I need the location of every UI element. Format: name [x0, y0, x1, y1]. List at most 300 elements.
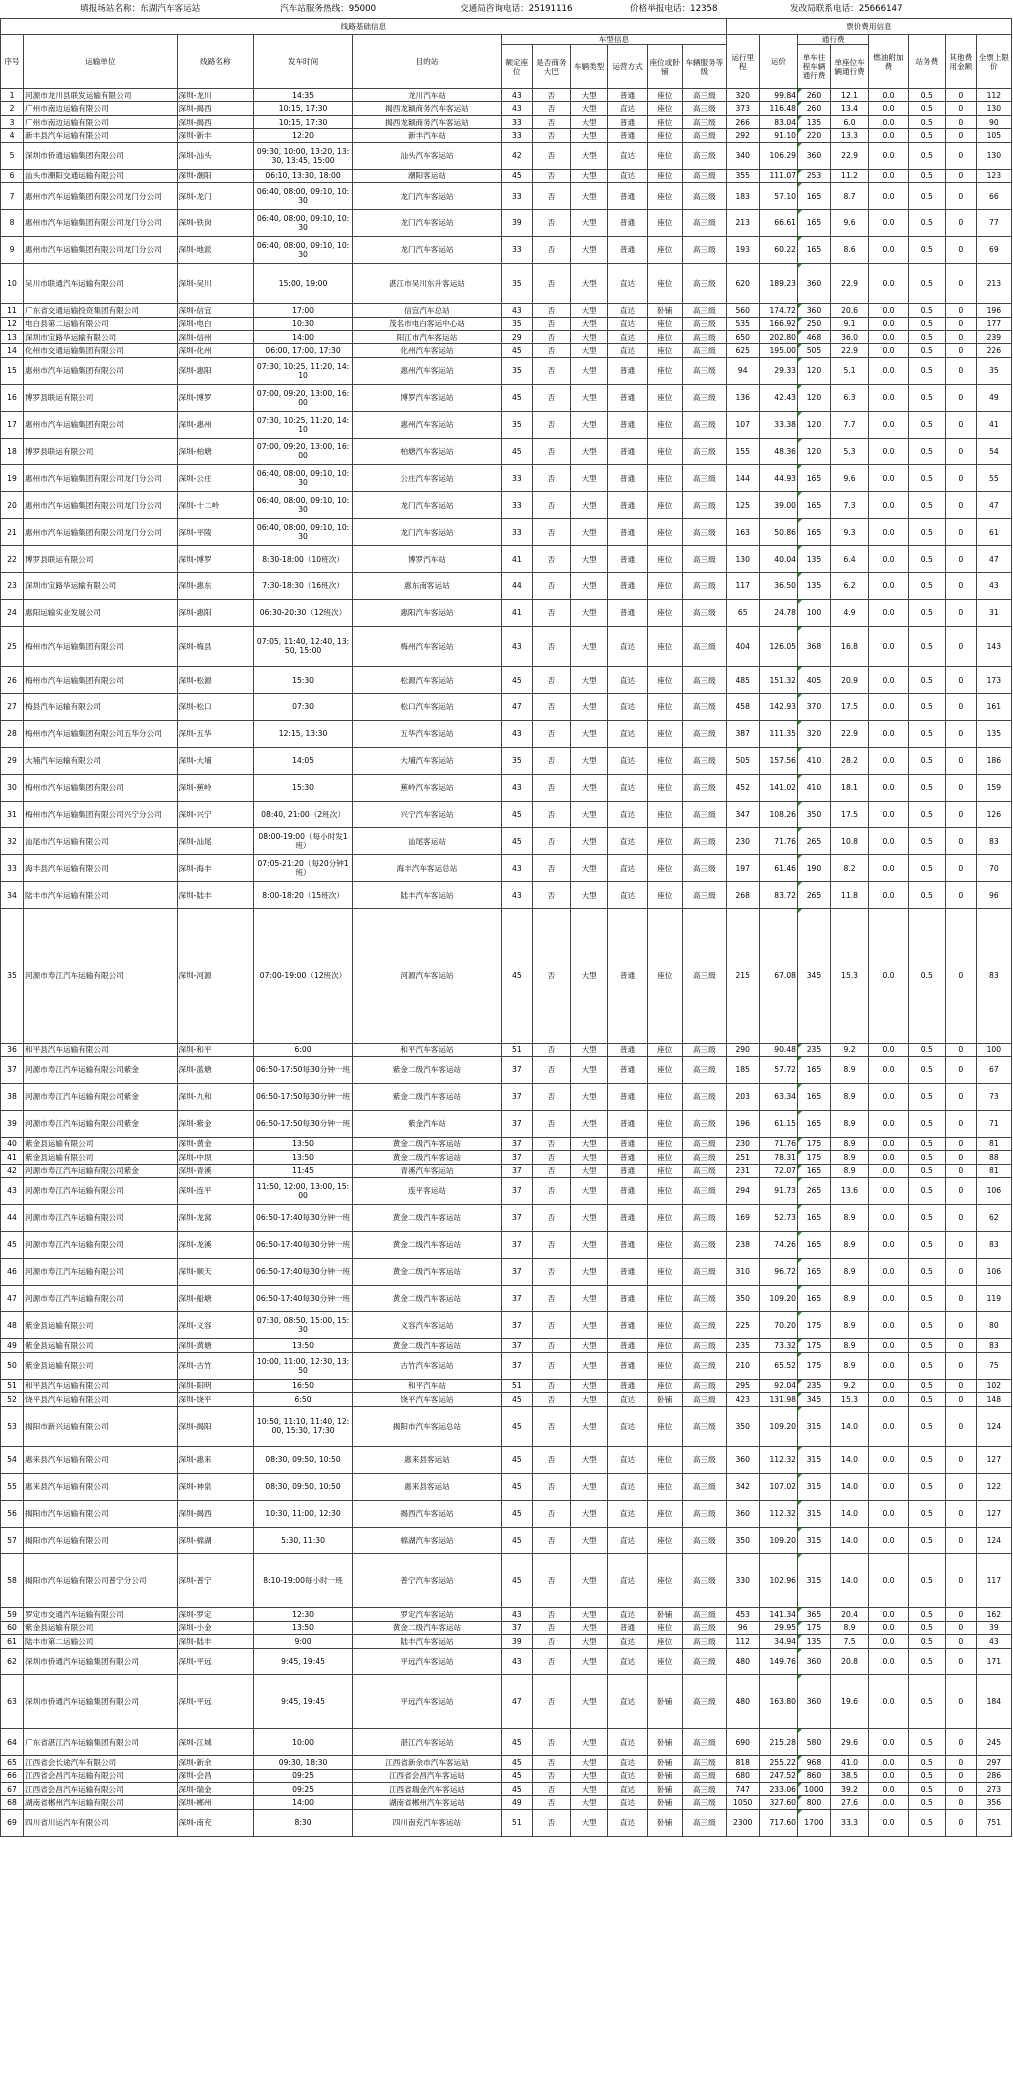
grade-cell: 高三级 [682, 1151, 726, 1164]
station-fee-cell: 0.5 [908, 1083, 945, 1110]
mileage-cell: 169 [726, 1204, 759, 1231]
biz-bus-cell: 否 [532, 882, 570, 909]
total-cell: 83 [976, 1231, 1011, 1258]
total-cell: 75 [976, 1352, 1011, 1379]
biz-bus-cell: 否 [532, 1204, 570, 1231]
seats-cell: 33 [501, 115, 532, 128]
destination-cell: 柏塘汽车客运站 [352, 438, 501, 465]
route-cell: 深圳-龙川 [177, 89, 254, 102]
vehicle-type-cell: 大型 [571, 626, 608, 666]
mileage-cell: 235 [726, 1339, 759, 1352]
seq-cell: 15 [1, 357, 24, 384]
biz-bus-cell: 否 [532, 411, 570, 438]
route-cell: 深圳-十二岭 [177, 492, 254, 519]
fuel-cell: 0.0 [869, 1137, 908, 1150]
seats-cell: 33 [501, 129, 532, 142]
service-cell: 普通 [608, 492, 647, 519]
table-row [1, 1379, 1012, 1392]
grade-cell: 高三级 [682, 209, 726, 236]
table-row [1, 1554, 1012, 1608]
total-cell: 81 [976, 1164, 1011, 1177]
total-cell: 106 [976, 1178, 1011, 1205]
seq-cell: 8 [1, 209, 24, 236]
mileage-cell: 485 [726, 667, 759, 694]
total-cell: 162 [976, 1608, 1011, 1621]
other-fee-cell: 0 [945, 1635, 976, 1648]
service-cell: 普通 [608, 1285, 647, 1312]
service-cell: 普通 [608, 465, 647, 492]
service-cell: 直达 [608, 1527, 647, 1554]
station-fee-cell: 0.5 [908, 1675, 945, 1729]
depart-cell: 07:05-21:20（每20分钟1班） [254, 855, 353, 882]
destination-cell: 江西省新余市汽车客运站 [352, 1756, 501, 1769]
destination-cell: 紫金二级汽车客运站 [352, 1083, 501, 1110]
route-cell: 深圳-船塘 [177, 1285, 254, 1312]
fee-total-cell: 165 [798, 1057, 831, 1084]
seat-sleeper-cell: 座位 [647, 801, 682, 828]
service-cell: 普通 [608, 1352, 647, 1379]
total-cell: 130 [976, 102, 1011, 115]
fee-per-seat-cell: 9.3 [830, 519, 868, 546]
destination-cell: 黄金二级汽车客运站 [352, 1621, 501, 1634]
base-fare-cell: 24.78 [759, 599, 797, 626]
seats-cell: 45 [501, 384, 532, 411]
seats-cell: 51 [501, 1809, 532, 1836]
fee-per-seat-cell: 8.9 [830, 1339, 868, 1352]
vehicle-type-cell: 大型 [571, 909, 608, 1044]
fee-per-seat-cell: 8.9 [830, 1285, 868, 1312]
service-cell: 普通 [608, 129, 647, 142]
mileage-cell: 163 [726, 519, 759, 546]
service-cell: 普通 [608, 1621, 647, 1634]
grade-cell: 高三级 [682, 1393, 726, 1406]
seats-cell: 41 [501, 546, 532, 573]
operator-cell: 广州市南边运输有限公司 [24, 102, 177, 115]
total-cell: 117 [976, 1554, 1011, 1608]
biz-bus-cell: 否 [532, 1379, 570, 1392]
fee-total-cell: 135 [798, 546, 831, 573]
biz-bus-cell: 否 [532, 519, 570, 546]
depart-cell: 15:00, 19:00 [254, 263, 353, 303]
fee-total-cell: 265 [798, 882, 831, 909]
table-row [1, 909, 1012, 1044]
seat-sleeper-cell: 座位 [647, 344, 682, 357]
vehicle-type-cell: 大型 [571, 667, 608, 694]
other-fee-cell: 0 [945, 1285, 976, 1312]
fee-per-seat-cell: 5.1 [830, 357, 868, 384]
operator-cell: 深圳市侨通汽车运输集团有限公司 [24, 1675, 177, 1729]
table-row [1, 1285, 1012, 1312]
depart-cell: 16:50 [254, 1379, 353, 1392]
other-fee-cell: 0 [945, 909, 976, 1044]
grade-cell: 高三级 [682, 330, 726, 343]
other-fee-cell: 0 [945, 599, 976, 626]
destination-cell: 平远汽车客运站 [352, 1675, 501, 1729]
seats-cell: 43 [501, 882, 532, 909]
depart-cell: 06:50-17:50每30分钟一班 [254, 1083, 353, 1110]
destination-cell: 兴宁汽车客运站 [352, 801, 501, 828]
route-cell: 深圳-连平 [177, 1178, 254, 1205]
table-row [1, 411, 1012, 438]
mileage-cell: 342 [726, 1473, 759, 1500]
base-fare-cell: 106.29 [759, 142, 797, 169]
seats-cell: 39 [501, 209, 532, 236]
service-cell: 直达 [608, 747, 647, 774]
vehicle-type-cell: 大型 [571, 1110, 608, 1137]
destination-cell: 汕头汽车客运站 [352, 142, 501, 169]
station-fee-cell: 0.5 [908, 129, 945, 142]
route-cell: 深圳-惠东 [177, 572, 254, 599]
fee-total-cell: 175 [798, 1312, 831, 1339]
fuel-cell: 0.0 [869, 384, 908, 411]
service-cell: 直达 [608, 317, 647, 330]
other-fee-cell: 0 [945, 344, 976, 357]
table-row [1, 1635, 1012, 1648]
seats-cell: 37 [501, 1621, 532, 1634]
grade-cell: 高三级 [682, 263, 726, 303]
seats-cell: 35 [501, 263, 532, 303]
fee-total-cell: 250 [798, 317, 831, 330]
seq-cell: 46 [1, 1258, 24, 1285]
station-fee-cell: 0.5 [908, 1110, 945, 1137]
total-cell: 130 [976, 142, 1011, 169]
route-cell: 深圳-汕尾 [177, 828, 254, 855]
biz-bus-cell: 否 [532, 1446, 570, 1473]
seq-cell: 49 [1, 1339, 24, 1352]
service-cell: 普通 [608, 546, 647, 573]
seat-sleeper-header: 座位或卧铺 [647, 45, 682, 89]
table-row [1, 1729, 1012, 1756]
other-fee-cell: 0 [945, 1675, 976, 1729]
depart-cell: 14:35 [254, 89, 353, 102]
base-fare-cell: 39.00 [759, 492, 797, 519]
table-row [1, 115, 1012, 128]
fuel-cell: 0.0 [869, 330, 908, 343]
mileage-cell: 210 [726, 1352, 759, 1379]
vehicle-type-cell: 大型 [571, 330, 608, 343]
total-cell: 31 [976, 599, 1011, 626]
base-fare-cell: 131.98 [759, 1393, 797, 1406]
mileage-cell: 330 [726, 1554, 759, 1608]
destination-cell: 龙门汽车客运站 [352, 492, 501, 519]
other-fee-cell: 0 [945, 1554, 976, 1608]
station-fee-cell: 0.5 [908, 438, 945, 465]
base-fare-cell: 109.20 [759, 1285, 797, 1312]
mileage-cell: 625 [726, 344, 759, 357]
route-cell: 深圳-古竹 [177, 1352, 254, 1379]
fee-total-cell: 175 [798, 1621, 831, 1634]
biz-bus-cell: 否 [532, 667, 570, 694]
route-cell: 深圳-顺天 [177, 1258, 254, 1285]
seq-cell: 20 [1, 492, 24, 519]
mileage-cell: 350 [726, 1285, 759, 1312]
fee-per-seat-cell: 22.9 [830, 142, 868, 169]
station-fee-cell: 0.5 [908, 909, 945, 1044]
fee-total-cell: 368 [798, 626, 831, 666]
vehicle-type-cell: 大型 [571, 129, 608, 142]
table-row [1, 774, 1012, 801]
station-fee-cell: 0.5 [908, 344, 945, 357]
grade-cell: 高三级 [682, 1527, 726, 1554]
table-row [1, 801, 1012, 828]
base-fare-cell: 92.04 [759, 1379, 797, 1392]
table-row [1, 1527, 1012, 1554]
fee-total-cell: 165 [798, 1110, 831, 1137]
depart-cell: 09:30, 10:00, 13:20, 13:30, 13:45, 15:00 [254, 142, 353, 169]
station-fee-cell: 0.5 [908, 411, 945, 438]
operator-cell: 梅州市汽车运输集团有限公司 [24, 626, 177, 666]
mileage-cell: 360 [726, 1500, 759, 1527]
fee-per-seat-cell: 36.0 [830, 330, 868, 343]
fuel-cell: 0.0 [869, 129, 908, 142]
fee-per-seat-cell: 22.9 [830, 344, 868, 357]
seats-cell: 35 [501, 411, 532, 438]
seats-cell: 37 [501, 1164, 532, 1177]
mileage-cell: 2300 [726, 1809, 759, 1836]
pass-fee-header: 通行费 [798, 35, 869, 45]
fee-per-seat-cell: 14.0 [830, 1554, 868, 1608]
route-cell: 深圳-罗定 [177, 1608, 254, 1621]
vehicle-type-cell: 大型 [571, 1312, 608, 1339]
fee-total-cell: 165 [798, 465, 831, 492]
biz-bus-cell: 否 [532, 465, 570, 492]
destination-cell: 信宜汽车总站 [352, 304, 501, 317]
fuel-cell: 0.0 [869, 438, 908, 465]
vehicle-type-cell: 大型 [571, 1796, 608, 1809]
other-fee-cell: 0 [945, 330, 976, 343]
seat-sleeper-cell: 座位 [647, 1635, 682, 1648]
fee-per-seat-cell: 6.2 [830, 572, 868, 599]
biz-bus-header: 是否商务大巴 [532, 45, 570, 89]
base-fare-cell: 327.60 [759, 1796, 797, 1809]
seq-cell: 3 [1, 115, 24, 128]
other-fee-header: 其他费用金额 [945, 35, 976, 89]
table-row [1, 102, 1012, 115]
table-row [1, 1204, 1012, 1231]
seat-sleeper-cell: 座位 [647, 183, 682, 210]
table-row [1, 626, 1012, 666]
biz-bus-cell: 否 [532, 1231, 570, 1258]
fee-per-seat-cell: 9.1 [830, 317, 868, 330]
vehicle-type-cell: 大型 [571, 693, 608, 720]
base-fare-cell: 70.20 [759, 1312, 797, 1339]
destination-cell: 和平汽车站 [352, 1379, 501, 1392]
grade-cell: 高三级 [682, 1164, 726, 1177]
service-cell: 直达 [608, 263, 647, 303]
service-cell: 普通 [608, 1151, 647, 1164]
operator-cell: 惠阳运输实业发展公司 [24, 599, 177, 626]
seq-cell: 24 [1, 599, 24, 626]
total-cell: 239 [976, 330, 1011, 343]
route-cell: 深圳-郴州 [177, 1796, 254, 1809]
other-fee-cell: 0 [945, 626, 976, 666]
vehicle-type-cell: 大型 [571, 1527, 608, 1554]
seq-cell: 51 [1, 1379, 24, 1392]
other-fee-cell: 0 [945, 1043, 976, 1056]
biz-bus-cell: 否 [532, 1608, 570, 1621]
destination-cell: 古竹汽车客运站 [352, 1352, 501, 1379]
biz-bus-cell: 否 [532, 330, 570, 343]
base-fare-cell: 91.73 [759, 1178, 797, 1205]
depart-cell: 06:50-17:40每30分钟一班 [254, 1258, 353, 1285]
depart-cell: 8:30 [254, 1809, 353, 1836]
seat-sleeper-cell: 座位 [647, 519, 682, 546]
total-cell: 159 [976, 774, 1011, 801]
base-fare-cell: 111.35 [759, 720, 797, 747]
route-cell: 深圳-公庄 [177, 465, 254, 492]
route-cell: 深圳-揭西 [177, 1500, 254, 1527]
operator-cell: 河源市寿江汽车运输有限公司 [24, 1258, 177, 1285]
fuel-cell: 0.0 [869, 183, 908, 210]
total-cell: 124 [976, 1527, 1011, 1554]
destination-cell: 惠来县客运站 [352, 1473, 501, 1500]
service-cell: 直达 [608, 169, 647, 182]
destination-cell: 梅州汽车客运站 [352, 626, 501, 666]
vehicle-type-cell: 大型 [571, 1379, 608, 1392]
grade-cell: 高三级 [682, 1729, 726, 1756]
seq-cell: 61 [1, 1635, 24, 1648]
operator-cell: 广东省湛江汽车运输集团有限公司 [24, 1729, 177, 1756]
biz-bus-cell: 否 [532, 1406, 570, 1446]
seat-sleeper-cell: 座位 [647, 1648, 682, 1675]
destination-cell: 龙门汽车客运站 [352, 183, 501, 210]
destination-cell: 博罗汽车站 [352, 546, 501, 573]
seats-cell: 45 [501, 1756, 532, 1769]
other-fee-cell: 0 [945, 1178, 976, 1205]
fee-per-seat-cell: 14.0 [830, 1527, 868, 1554]
grade-cell: 高三级 [682, 1178, 726, 1205]
fee-total-cell: 220 [798, 129, 831, 142]
depart-cell: 6:50 [254, 1393, 353, 1406]
grade-cell: 高三级 [682, 438, 726, 465]
biz-bus-cell: 否 [532, 317, 570, 330]
base-fare-cell: 111.07 [759, 169, 797, 182]
mileage-cell: 136 [726, 384, 759, 411]
base-fare-cell: 66.61 [759, 209, 797, 236]
depart-cell: 07:00-19:00（12班次） [254, 909, 353, 1044]
other-fee-cell: 0 [945, 142, 976, 169]
seq-cell: 44 [1, 1204, 24, 1231]
base-fare-cell: 36.50 [759, 572, 797, 599]
other-fee-cell: 0 [945, 720, 976, 747]
seat-sleeper-cell: 座位 [647, 492, 682, 519]
vehicle-type-cell: 大型 [571, 236, 608, 263]
vehicle-type-cell: 大型 [571, 1057, 608, 1084]
mileage-cell: 215 [726, 909, 759, 1044]
depart-cell: 13:50 [254, 1137, 353, 1150]
total-cell: 66 [976, 183, 1011, 210]
total-cell: 196 [976, 304, 1011, 317]
table-row [1, 330, 1012, 343]
total-cell: 83 [976, 828, 1011, 855]
destination-cell: 松源汽车客运站 [352, 667, 501, 694]
destination-cell: 惠州汽车客运站 [352, 357, 501, 384]
biz-bus-cell: 否 [532, 304, 570, 317]
table-row [1, 1312, 1012, 1339]
route-cell: 深圳-棉湖 [177, 1527, 254, 1554]
mileage-cell: 560 [726, 304, 759, 317]
fuel-cell: 0.0 [869, 1083, 908, 1110]
fee-total-cell: 315 [798, 1500, 831, 1527]
vehicle-type-cell: 大型 [571, 1178, 608, 1205]
service-cell: 普通 [608, 115, 647, 128]
operator-cell: 河源市寿江汽车运输有限公司紫金 [24, 1164, 177, 1177]
mileage-cell: 452 [726, 774, 759, 801]
fee-per-seat-cell: 6.0 [830, 115, 868, 128]
fuel-cell: 0.0 [869, 1379, 908, 1392]
fee-total-header: 单车往程车辆通行费 [798, 45, 831, 89]
fee-total-cell: 345 [798, 1393, 831, 1406]
seq-cell: 11 [1, 304, 24, 317]
fee-total-cell: 505 [798, 344, 831, 357]
fee-total-cell: 360 [798, 263, 831, 303]
operator-cell: 和平县汽车运输有限公司 [24, 1043, 177, 1056]
vehicle-type-cell: 大型 [571, 1043, 608, 1056]
fee-per-seat-cell: 8.9 [830, 1083, 868, 1110]
total-cell: 124 [976, 1406, 1011, 1446]
destination-cell: 湛江汽车客运站 [352, 1729, 501, 1756]
seats-cell: 43 [501, 1608, 532, 1621]
base-fare-cell: 109.20 [759, 1406, 797, 1446]
base-fare-cell: 61.46 [759, 855, 797, 882]
fee-per-seat-cell: 27.6 [830, 1796, 868, 1809]
route-cell: 深圳-河源 [177, 909, 254, 1044]
seats-cell: 45 [501, 909, 532, 1044]
seq-cell: 21 [1, 519, 24, 546]
fee-total-cell: 580 [798, 1729, 831, 1756]
seat-sleeper-cell: 座位 [647, 384, 682, 411]
seat-sleeper-cell: 座位 [647, 438, 682, 465]
service-cell: 普通 [608, 1258, 647, 1285]
seats-cell: 51 [501, 1043, 532, 1056]
other-fee-cell: 0 [945, 1110, 976, 1137]
route-cell: 深圳-神泉 [177, 1473, 254, 1500]
base-fare-cell: 29.33 [759, 357, 797, 384]
depart-cell: 08:00-19:00（每小时发1班） [254, 828, 353, 855]
fuel-cell: 0.0 [869, 599, 908, 626]
grade-cell: 高三级 [682, 1809, 726, 1836]
destination-cell: 揭西汽车客运站 [352, 1500, 501, 1527]
operator-cell: 电白县第二运输有限公司 [24, 317, 177, 330]
operator-cell: 陆丰市汽车运输有限公司 [24, 882, 177, 909]
operator-cell: 紫金县运输有限公司 [24, 1312, 177, 1339]
destination-cell: 龙门汽车客运站 [352, 519, 501, 546]
service-cell: 直达 [608, 855, 647, 882]
biz-bus-cell: 否 [532, 1621, 570, 1634]
depart-cell: 08:30, 09:50, 10:50 [254, 1473, 353, 1500]
other-fee-cell: 0 [945, 183, 976, 210]
service-cell: 普通 [608, 1231, 647, 1258]
depart-cell: 11:45 [254, 1164, 353, 1177]
mileage-cell: 404 [726, 626, 759, 666]
table-row [1, 1608, 1012, 1621]
station-fee-cell: 0.5 [908, 1043, 945, 1056]
service-cell: 直达 [608, 1446, 647, 1473]
fee-per-seat-cell: 9.2 [830, 1043, 868, 1056]
table-row [1, 1339, 1012, 1352]
station-fee-cell: 0.5 [908, 1809, 945, 1836]
station-fee-cell: 0.5 [908, 236, 945, 263]
table-row [1, 317, 1012, 330]
operator-cell: 吴川市联通汽车运输有限公司 [24, 263, 177, 303]
seats-cell: 51 [501, 1379, 532, 1392]
biz-bus-cell: 否 [532, 626, 570, 666]
fee-per-seat-cell: 11.8 [830, 882, 868, 909]
base-fare-cell: 74.26 [759, 1231, 797, 1258]
biz-bus-cell: 否 [532, 1500, 570, 1527]
total-cell: 77 [976, 209, 1011, 236]
price-report-phone: 价格举报电话：12358 [630, 4, 718, 14]
